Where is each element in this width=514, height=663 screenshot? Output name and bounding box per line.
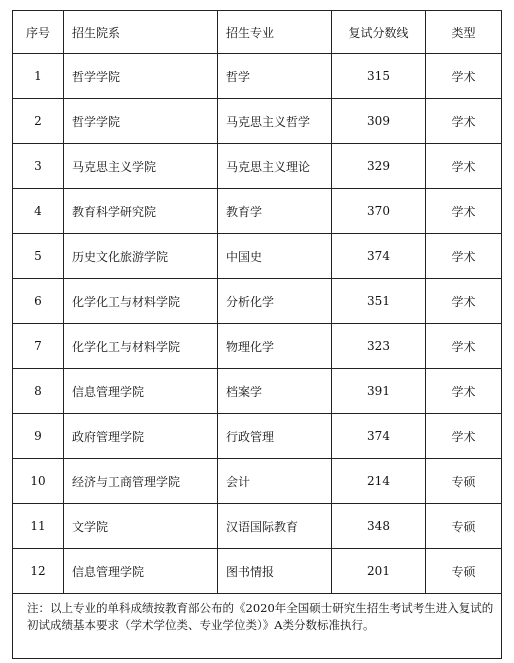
cell-major: 档案学 (218, 369, 332, 414)
cell-major: 中国史 (218, 234, 332, 279)
cell-score-line: 374 (332, 234, 426, 279)
cell-type: 学术 (426, 279, 502, 324)
header-score-line: 复试分数线 (332, 11, 426, 54)
cell-score-line: 315 (332, 54, 426, 99)
cell-department: 马克思主义学院 (64, 144, 218, 189)
cell-type: 学术 (426, 99, 502, 144)
cell-type: 专硕 (426, 504, 502, 549)
table-row (13, 144, 502, 189)
cell-department: 化学化工与材料学院 (64, 279, 218, 324)
header-serial-number: 序号 (13, 11, 64, 54)
cell-type: 学术 (426, 324, 502, 369)
cell-serial-number: 6 (13, 279, 64, 324)
cell-score-line: 391 (332, 369, 426, 414)
cell-major: 图书情报 (218, 549, 332, 594)
table-row (13, 279, 502, 324)
table-row (13, 414, 502, 459)
cell-department: 哲学学院 (64, 54, 218, 99)
table-row (13, 324, 502, 369)
cell-major: 分析化学 (218, 279, 332, 324)
cell-department: 经济与工商管理学院 (64, 459, 218, 504)
cell-department: 教育科学研究院 (64, 189, 218, 234)
cell-major: 行政管理 (218, 414, 332, 459)
note-row (13, 594, 502, 659)
cell-type: 学术 (426, 144, 502, 189)
cell-type: 学术 (426, 234, 502, 279)
cell-type: 学术 (426, 189, 502, 234)
table-row (13, 504, 502, 549)
cell-score-line: 214 (332, 459, 426, 504)
table-note: 注：以上专业的单科成绩按教育部公布的《2020年全国硕士研究生招生考试考生进入复试的初试成绩基本要求（学术学位类、专业学位类）》A类分数标准执行。 (13, 594, 502, 659)
cell-serial-number: 8 (13, 369, 64, 414)
cell-serial-number: 7 (13, 324, 64, 369)
cell-serial-number: 5 (13, 234, 64, 279)
cell-score-line: 374 (332, 414, 426, 459)
cell-serial-number: 9 (13, 414, 64, 459)
cell-type: 专硕 (426, 459, 502, 504)
cell-serial-number: 1 (13, 54, 64, 99)
cell-score-line: 201 (332, 549, 426, 594)
retest-score-table (12, 10, 502, 659)
table-row (13, 549, 502, 594)
table-row (13, 99, 502, 144)
table-row (13, 459, 502, 504)
cell-major: 马克思主义理论 (218, 144, 332, 189)
cell-type: 学术 (426, 414, 502, 459)
table-row (13, 54, 502, 99)
cell-major: 教育学 (218, 189, 332, 234)
header-major: 招生专业 (218, 11, 332, 54)
cell-department: 哲学学院 (64, 99, 218, 144)
cell-serial-number: 11 (13, 504, 64, 549)
header-type: 类型 (426, 11, 502, 54)
table-row (13, 369, 502, 414)
cell-department: 信息管理学院 (64, 549, 218, 594)
cell-serial-number: 10 (13, 459, 64, 504)
cell-score-line: 323 (332, 324, 426, 369)
cell-serial-number: 4 (13, 189, 64, 234)
cell-type: 专硕 (426, 549, 502, 594)
cell-type: 学术 (426, 54, 502, 99)
cell-department: 化学化工与材料学院 (64, 324, 218, 369)
table-row (13, 189, 502, 234)
cell-department: 历史文化旅游学院 (64, 234, 218, 279)
cell-score-line: 351 (332, 279, 426, 324)
header-department: 招生院系 (64, 11, 218, 54)
cell-score-line: 370 (332, 189, 426, 234)
cell-major: 会计 (218, 459, 332, 504)
cell-serial-number: 2 (13, 99, 64, 144)
cell-department: 文学院 (64, 504, 218, 549)
score-table-container (12, 10, 501, 659)
cell-major: 物理化学 (218, 324, 332, 369)
cell-major: 马克思主义哲学 (218, 99, 332, 144)
cell-serial-number: 3 (13, 144, 64, 189)
table-row (13, 234, 502, 279)
cell-score-line: 329 (332, 144, 426, 189)
cell-type: 学术 (426, 369, 502, 414)
cell-major: 哲学 (218, 54, 332, 99)
cell-serial-number: 12 (13, 549, 64, 594)
table-header-row (13, 11, 502, 54)
cell-department: 信息管理学院 (64, 369, 218, 414)
cell-major: 汉语国际教育 (218, 504, 332, 549)
cell-score-line: 309 (332, 99, 426, 144)
cell-score-line: 348 (332, 504, 426, 549)
cell-department: 政府管理学院 (64, 414, 218, 459)
